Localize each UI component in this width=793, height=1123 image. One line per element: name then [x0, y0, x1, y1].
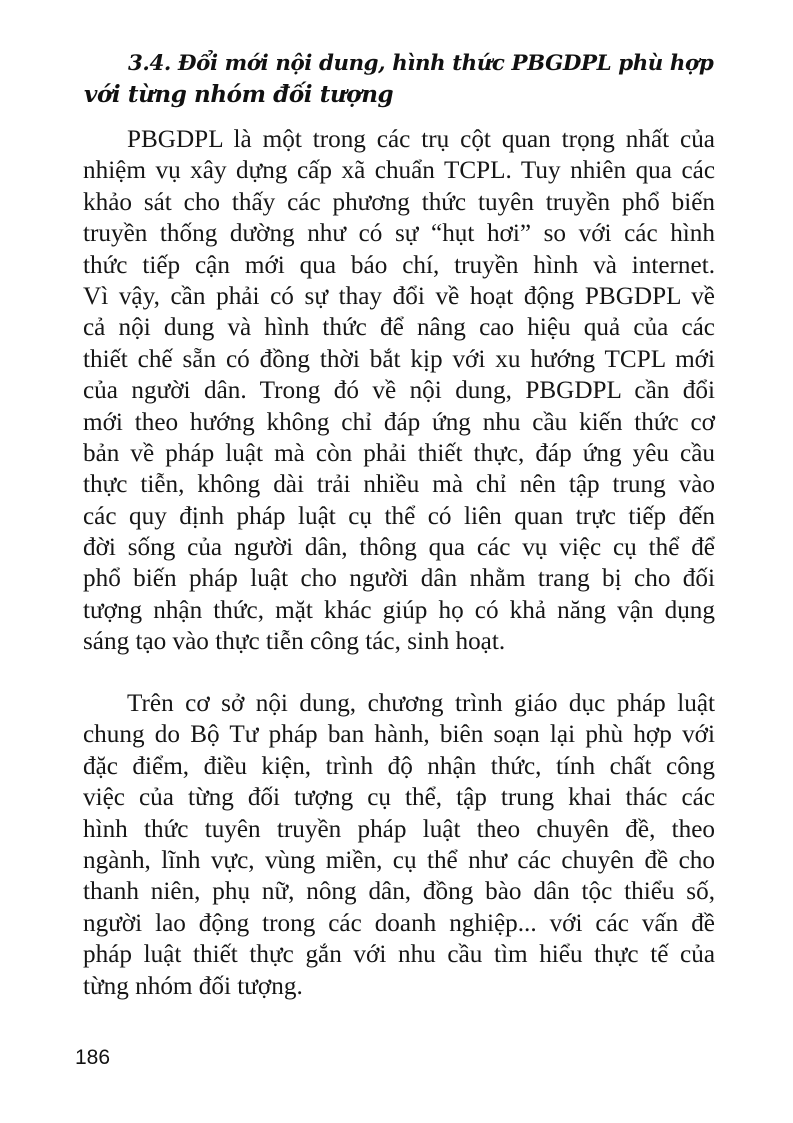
text-line: việc của từng đối tượng cụ thể, tập trung khai thác các — [83, 784, 715, 812]
text-line: cả nội dung và hình thức để nâng cao hiệu quả của các — [83, 314, 715, 342]
text-line: tượng nhận thức, mặt khác giúp họ có khả năng vận dụng — [83, 596, 715, 624]
text-line: Trên cơ sở nội dung, chương trình giáo dục pháp luật — [127, 690, 715, 717]
text-line: của người dân. Trong đó về nội dung, PBGDPL cần đổi — [83, 377, 715, 405]
text-line: đặc điểm, điều kiện, trình độ nhận thức, tính chất công — [83, 752, 715, 780]
text-line: thức tiếp cận mới qua báo chí, truyền hình và internet. — [83, 251, 715, 279]
paragraph-1 — [83, 124, 715, 658]
text-line: thanh niên, phụ nữ, nông dân, đồng bào dân tộc thiểu số, — [83, 878, 715, 906]
text-line: pháp luật thiết thực gắn với nhu cầu tìm hiểu thực tế của — [83, 941, 715, 969]
text-line: bản về pháp luật mà còn phải thiết thực, đáp ứng yêu cầu — [83, 439, 715, 467]
section-heading — [84, 48, 718, 110]
text-line: thực tiễn, không dài trải nhiều mà chỉ nên tập trung vào — [83, 471, 715, 499]
text-line: mới theo hướng không chỉ đáp ứng nhu cầu kiến thức cơ — [83, 408, 715, 436]
text-line: từng nhóm đối tượng. — [83, 972, 303, 1000]
text-line: sáng tạo vào thực tiễn công tác, sinh hoạt. — [83, 628, 506, 656]
paragraph-2 — [83, 688, 715, 1002]
text-line: người lao động trong các doanh nghiệp... với các vấn đề — [83, 909, 715, 937]
text-line: hình thức tuyên truyền pháp luật theo chuyên đề, theo — [83, 815, 715, 843]
text-line: đời sống của người dân, thông qua các vụ việc cụ thể để — [83, 534, 715, 562]
text-line: ngành, lĩnh vực, vùng miền, cụ thể như các chuyên đề cho — [83, 846, 715, 874]
text-line: PBGDPL là một trong các trụ cột quan trọng nhất của — [127, 126, 715, 153]
text-line: phổ biến pháp luật cho người dân nhằm trang bị cho đối — [83, 565, 715, 593]
text-line: Vì vậy, cần phải có sự thay đổi về hoạt động PBGDPL về — [83, 282, 715, 310]
text-line: thiết chế sẵn có đồng thời bắt kịp với xu hướng TCPL mới — [83, 345, 715, 373]
text-line: chung do Bộ Tư pháp ban hành, biên soạn lại phù hợp với — [83, 721, 715, 749]
page-number: 186 — [75, 1046, 111, 1069]
text-line: khảo sát cho thấy các phương thức tuyên truyền phổ biến — [83, 188, 715, 216]
text-line: nhiệm vụ xây dựng cấp xã chuẩn TCPL. Tuy nhiên qua các — [83, 157, 715, 185]
text-line: truyền thống dường như có sự “hụt hơi” so với các hình — [83, 220, 715, 248]
section-heading-line: với từng nhóm đối tượng — [84, 81, 394, 108]
section-heading-line: 3.4. Đổi mới nội dung, hình thức PBGDPL phù hợp — [128, 51, 714, 76]
text-line: các quy định pháp luật cụ thể có liên quan trực tiếp đến — [83, 502, 715, 530]
